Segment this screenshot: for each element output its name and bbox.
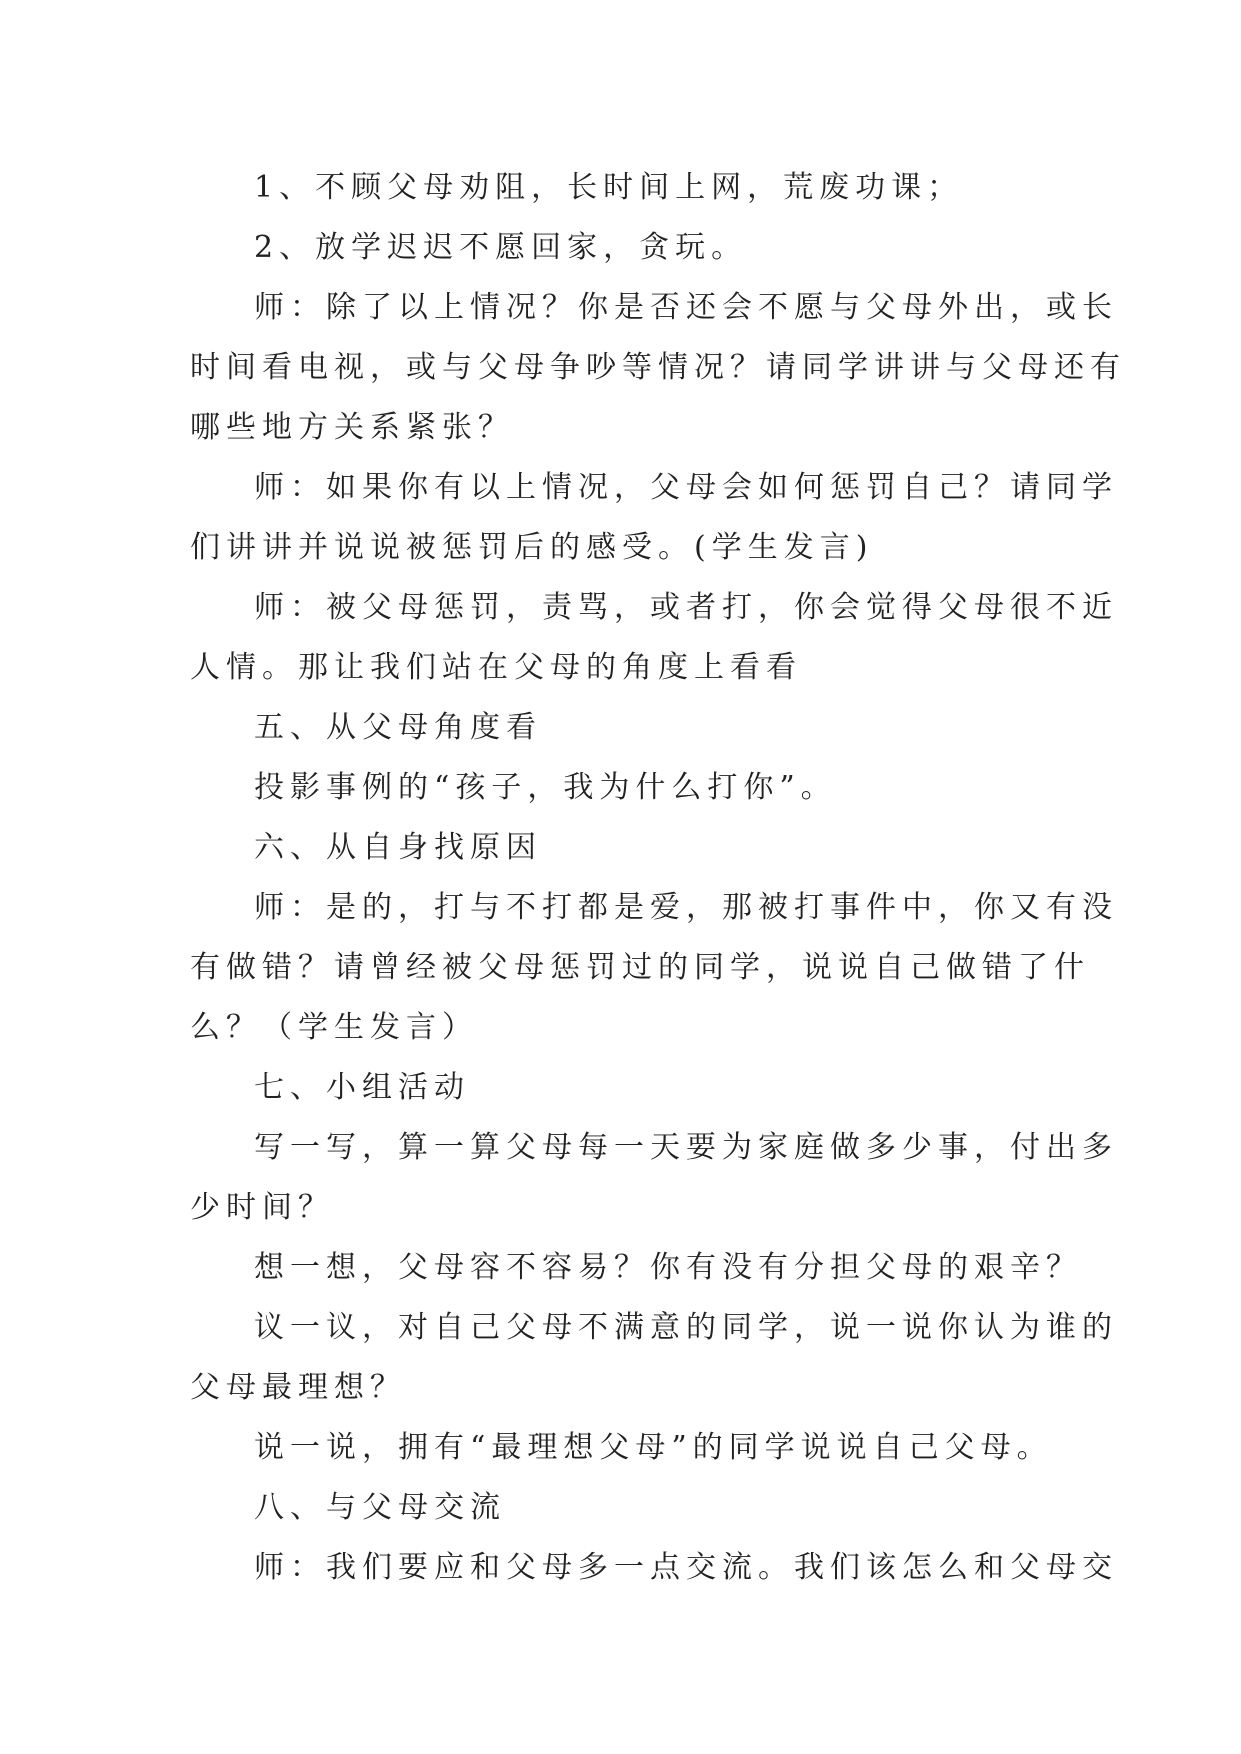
text-line: 师：被父母惩罚，责骂，或者打，你会觉得父母很不近	[254, 590, 1118, 625]
text-line: 么？（学生发言）	[190, 1010, 478, 1045]
text-line: 议一议，对自己父母不满意的同学，说一说你认为谁的	[254, 1310, 1118, 1345]
text-line: 哪些地方关系紧张？	[190, 410, 514, 445]
text-line: 父母最理想？	[190, 1370, 406, 1405]
text-line: 时间看电视，或与父母争吵等情况？请同学讲讲与父母还有	[190, 350, 1126, 385]
section-heading: 七、小组活动	[254, 1070, 470, 1105]
text-line: 少时间？	[190, 1190, 334, 1225]
text-line: 2、放学迟迟不愿回家，贪玩。	[254, 230, 748, 265]
text-line: 写一写，算一算父母每一天要为家庭做多少事，付出多	[254, 1130, 1118, 1165]
text-line: 师：是的，打与不打都是爱，那被打事件中，你又有没	[254, 890, 1118, 925]
text-line: 有做错？请曾经被父母惩罚过的同学，说说自己做错了什	[190, 950, 1090, 985]
section-heading: 六、从自身找原因	[254, 830, 542, 865]
text-line: 1、不顾父母劝阻，长时间上网，荒废功课；	[254, 170, 964, 205]
section-heading: 八、与父母交流	[254, 1490, 506, 1525]
document-body	[190, 158, 1126, 1598]
text-line: 想一想，父母容不容易？你有没有分担父母的艰辛？	[254, 1250, 1082, 1285]
text-line: 师：我们要应和父母多一点交流。我们该怎么和父母交	[254, 1550, 1118, 1585]
section-heading: 五、从父母角度看	[254, 710, 542, 745]
text-line: 人情。那让我们站在父母的角度上看看	[190, 650, 802, 685]
text-line: 说一说，拥有“最理想父母”的同学说说自己父母。	[254, 1430, 1053, 1465]
text-line: 师：除了以上情况？你是否还会不愿与父母外出，或长	[254, 290, 1118, 325]
text-line: 师：如果你有以上情况，父母会如何惩罚自己？请同学	[254, 470, 1118, 505]
text-line: 们讲讲并说说被惩罚后的感受。(学生发言)	[190, 530, 874, 565]
text-line: 投影事例的“孩子，我为什么打你”。	[254, 770, 837, 805]
